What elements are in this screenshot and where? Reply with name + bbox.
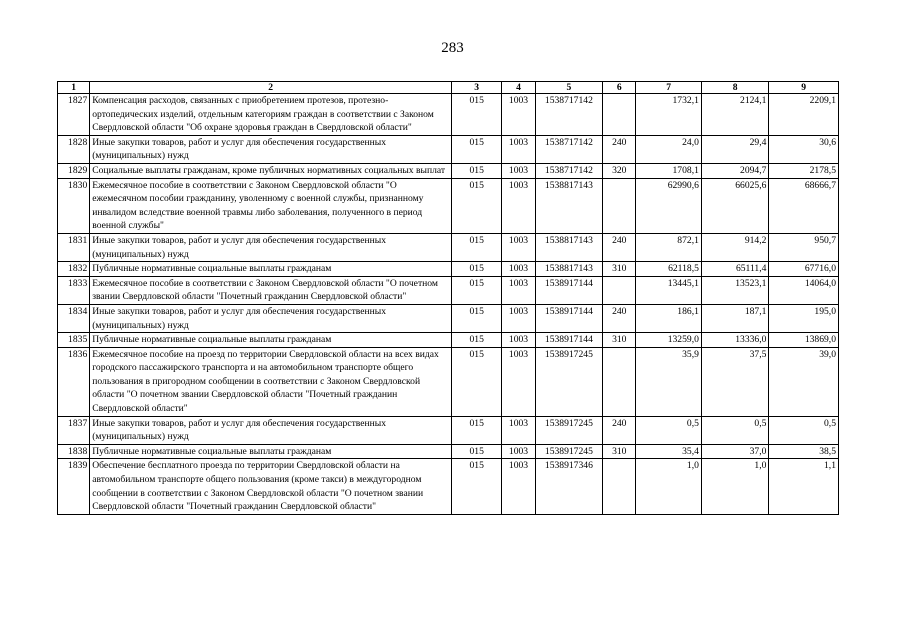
amount-col8-cell: 2094,7 xyxy=(701,163,769,178)
amount-col7-cell: 872,1 xyxy=(636,233,702,261)
table-body xyxy=(58,94,839,515)
amount-col9-cell: 1,1 xyxy=(769,459,839,514)
section-code-cell: 1003 xyxy=(502,459,535,514)
amount-col7-cell: 1732,1 xyxy=(636,94,702,136)
row-number-cell: 1833 xyxy=(58,276,90,304)
section-code-cell: 1003 xyxy=(502,135,535,163)
amount-col8-cell: 13336,0 xyxy=(701,333,769,348)
item-name-cell: Иные закупки товаров, работ и услуг для обеспечения государственных (муниципальных) нужд xyxy=(90,135,452,163)
table-row xyxy=(58,459,839,514)
column-header: 4 xyxy=(502,82,535,94)
amount-col8-cell: 37,0 xyxy=(701,444,769,459)
item-name-cell: Иные закупки товаров, работ и услуг для обеспечения государственных (муниципальных) нужд xyxy=(90,416,452,444)
expense-type-cell: 320 xyxy=(603,163,636,178)
table-row xyxy=(58,135,839,163)
page-number: 283 xyxy=(441,40,464,56)
expense-type-cell: 310 xyxy=(603,333,636,348)
amount-col9-cell: 950,7 xyxy=(769,233,839,261)
target-article-cell: 1538817143 xyxy=(535,178,603,233)
table-header-row xyxy=(58,82,839,94)
expense-type-cell: 240 xyxy=(603,304,636,332)
table-row xyxy=(58,416,839,444)
item-name-cell: Компенсация расходов, связанных с приобретением протезов, протезно-ортопедических изделий, отдельным категориям граждан в соответствии с Законом Свердловской области "Об охране здоровья граждан в Свердловской области" xyxy=(90,94,452,136)
section-code-cell: 1003 xyxy=(502,304,535,332)
table-row xyxy=(58,163,839,178)
section-code-cell: 1003 xyxy=(502,347,535,416)
expense-type-cell xyxy=(603,178,636,233)
amount-col9-cell: 195,0 xyxy=(769,304,839,332)
expense-type-cell: 240 xyxy=(603,135,636,163)
table-row xyxy=(58,333,839,348)
item-name-cell: Публичные нормативные социальные выплаты гражданам xyxy=(90,444,452,459)
amount-col7-cell: 0,5 xyxy=(636,416,702,444)
section-code-cell: 1003 xyxy=(502,262,535,277)
column-header: 5 xyxy=(535,82,603,94)
row-number-cell: 1837 xyxy=(58,416,90,444)
item-name-cell: Публичные нормативные социальные выплаты гражданам xyxy=(90,333,452,348)
amount-col9-cell: 2178,5 xyxy=(769,163,839,178)
amount-col7-cell: 13259,0 xyxy=(636,333,702,348)
target-article-cell: 1538817143 xyxy=(535,262,603,277)
expense-type-cell: 310 xyxy=(603,262,636,277)
table-row xyxy=(58,276,839,304)
target-article-cell: 1538917144 xyxy=(535,333,603,348)
target-article-cell: 1538917144 xyxy=(535,276,603,304)
amount-col7-cell: 62118,5 xyxy=(636,262,702,277)
item-name-cell: Социальные выплаты гражданам, кроме публичных нормативных социальных выплат xyxy=(90,163,452,178)
expense-type-cell: 240 xyxy=(603,416,636,444)
target-article-cell: 1538717142 xyxy=(535,163,603,178)
target-article-cell: 1538717142 xyxy=(535,94,603,136)
ministry-code-cell: 015 xyxy=(452,276,502,304)
ministry-code-cell: 015 xyxy=(452,459,502,514)
amount-col8-cell: 37,5 xyxy=(701,347,769,416)
expense-type-cell: 240 xyxy=(603,233,636,261)
column-header: 3 xyxy=(452,82,502,94)
row-number-cell: 1830 xyxy=(58,178,90,233)
amount-col9-cell: 2209,1 xyxy=(769,94,839,136)
item-name-cell: Иные закупки товаров, работ и услуг для обеспечения государственных (муниципальных) нужд xyxy=(90,233,452,261)
table-row xyxy=(58,304,839,332)
table-row xyxy=(58,178,839,233)
ministry-code-cell: 015 xyxy=(452,347,502,416)
section-code-cell: 1003 xyxy=(502,94,535,136)
amount-col9-cell: 14064,0 xyxy=(769,276,839,304)
amount-col8-cell: 2124,1 xyxy=(701,94,769,136)
row-number-cell: 1839 xyxy=(58,459,90,514)
amount-col9-cell: 13869,0 xyxy=(769,333,839,348)
table-row xyxy=(58,233,839,261)
item-name-cell: Ежемесячное пособие в соответствии с Законом Свердловской области "О ежемесячном пособии гражданину, уволенному с военной службы, признанному инвалидом вследствие военной травмы либо заболевания, полученного в период военной службы" xyxy=(90,178,452,233)
row-number-cell: 1831 xyxy=(58,233,90,261)
ministry-code-cell: 015 xyxy=(452,416,502,444)
amount-col8-cell: 65111,4 xyxy=(701,262,769,277)
amount-col8-cell: 1,0 xyxy=(701,459,769,514)
ministry-code-cell: 015 xyxy=(452,163,502,178)
amount-col8-cell: 0,5 xyxy=(701,416,769,444)
target-article-cell: 1538917245 xyxy=(535,444,603,459)
column-header: 1 xyxy=(58,82,90,94)
column-header: 7 xyxy=(636,82,702,94)
section-code-cell: 1003 xyxy=(502,163,535,178)
amount-col7-cell: 35,9 xyxy=(636,347,702,416)
column-header: 2 xyxy=(90,82,452,94)
target-article-cell: 1538917245 xyxy=(535,416,603,444)
target-article-cell: 1538817143 xyxy=(535,233,603,261)
row-number-cell: 1832 xyxy=(58,262,90,277)
ministry-code-cell: 015 xyxy=(452,333,502,348)
section-code-cell: 1003 xyxy=(502,276,535,304)
ministry-code-cell: 015 xyxy=(452,178,502,233)
amount-col8-cell: 914,2 xyxy=(701,233,769,261)
amount-col7-cell: 1708,1 xyxy=(636,163,702,178)
item-name-cell: Иные закупки товаров, работ и услуг для обеспечения государственных (муниципальных) нужд xyxy=(90,304,452,332)
section-code-cell: 1003 xyxy=(502,416,535,444)
row-number-cell: 1835 xyxy=(58,333,90,348)
row-number-cell: 1828 xyxy=(58,135,90,163)
amount-col8-cell: 187,1 xyxy=(701,304,769,332)
row-number-cell: 1827 xyxy=(58,94,90,136)
expense-type-cell xyxy=(603,347,636,416)
table-row xyxy=(58,94,839,136)
item-name-cell: Ежемесячное пособие в соответствии с Законом Свердловской области "О почетном звании Свердловской области "Почетный гражданин Свердловской области" xyxy=(90,276,452,304)
section-code-cell: 1003 xyxy=(502,178,535,233)
expense-type-cell: 310 xyxy=(603,444,636,459)
ministry-code-cell: 015 xyxy=(452,233,502,261)
ministry-code-cell: 015 xyxy=(452,262,502,277)
expense-type-cell xyxy=(603,459,636,514)
table-row xyxy=(58,444,839,459)
row-number-cell: 1834 xyxy=(58,304,90,332)
amount-col8-cell: 66025,6 xyxy=(701,178,769,233)
item-name-cell: Обеспечение бесплатного проезда по территории Свердловской области на автомобильном транспорте общего пользования (кроме такси) в междугородном сообщении в соответствии с Законом Свердловской области "О почетном звании Свердловской области "Почетный гражданин Свердловской области" xyxy=(90,459,452,514)
ministry-code-cell: 015 xyxy=(452,135,502,163)
amount-col9-cell: 67716,0 xyxy=(769,262,839,277)
target-article-cell: 1538917144 xyxy=(535,304,603,332)
amount-col7-cell: 62990,6 xyxy=(636,178,702,233)
target-article-cell: 1538717142 xyxy=(535,135,603,163)
amount-col7-cell: 35,4 xyxy=(636,444,702,459)
table-row xyxy=(58,262,839,277)
section-code-cell: 1003 xyxy=(502,233,535,261)
amount-col7-cell: 24,0 xyxy=(636,135,702,163)
amount-col9-cell: 68666,7 xyxy=(769,178,839,233)
target-article-cell: 1538917346 xyxy=(535,459,603,514)
amount-col9-cell: 30,6 xyxy=(769,135,839,163)
amount-col8-cell: 13523,1 xyxy=(701,276,769,304)
target-article-cell: 1538917245 xyxy=(535,347,603,416)
amount-col7-cell: 186,1 xyxy=(636,304,702,332)
column-header: 6 xyxy=(603,82,636,94)
amount-col8-cell: 29,4 xyxy=(701,135,769,163)
row-number-cell: 1836 xyxy=(58,347,90,416)
item-name-cell: Публичные нормативные социальные выплаты гражданам xyxy=(90,262,452,277)
amount-col7-cell: 13445,1 xyxy=(636,276,702,304)
amount-col7-cell: 1,0 xyxy=(636,459,702,514)
expense-type-cell xyxy=(603,94,636,136)
section-code-cell: 1003 xyxy=(502,444,535,459)
ministry-code-cell: 015 xyxy=(452,94,502,136)
ministry-code-cell: 015 xyxy=(452,304,502,332)
amount-col9-cell: 38,5 xyxy=(769,444,839,459)
amount-col9-cell: 0,5 xyxy=(769,416,839,444)
column-header: 8 xyxy=(701,82,769,94)
row-number-cell: 1829 xyxy=(58,163,90,178)
table-row xyxy=(58,347,839,416)
column-header: 9 xyxy=(769,82,839,94)
section-code-cell: 1003 xyxy=(502,333,535,348)
ministry-code-cell: 015 xyxy=(452,444,502,459)
expense-type-cell xyxy=(603,276,636,304)
item-name-cell: Ежемесячное пособие на проезд по территории Свердловской области на всех видах городского пассажирского транспорта и на автомобильном транспорте общего пользования в пригородном сообщении в соответствии с Законом Свердловской области "О почетном звании Свердловской области "Почетный гражданин Свердловской области" xyxy=(90,347,452,416)
amount-col9-cell: 39,0 xyxy=(769,347,839,416)
row-number-cell: 1838 xyxy=(58,444,90,459)
budget-table xyxy=(57,81,839,515)
